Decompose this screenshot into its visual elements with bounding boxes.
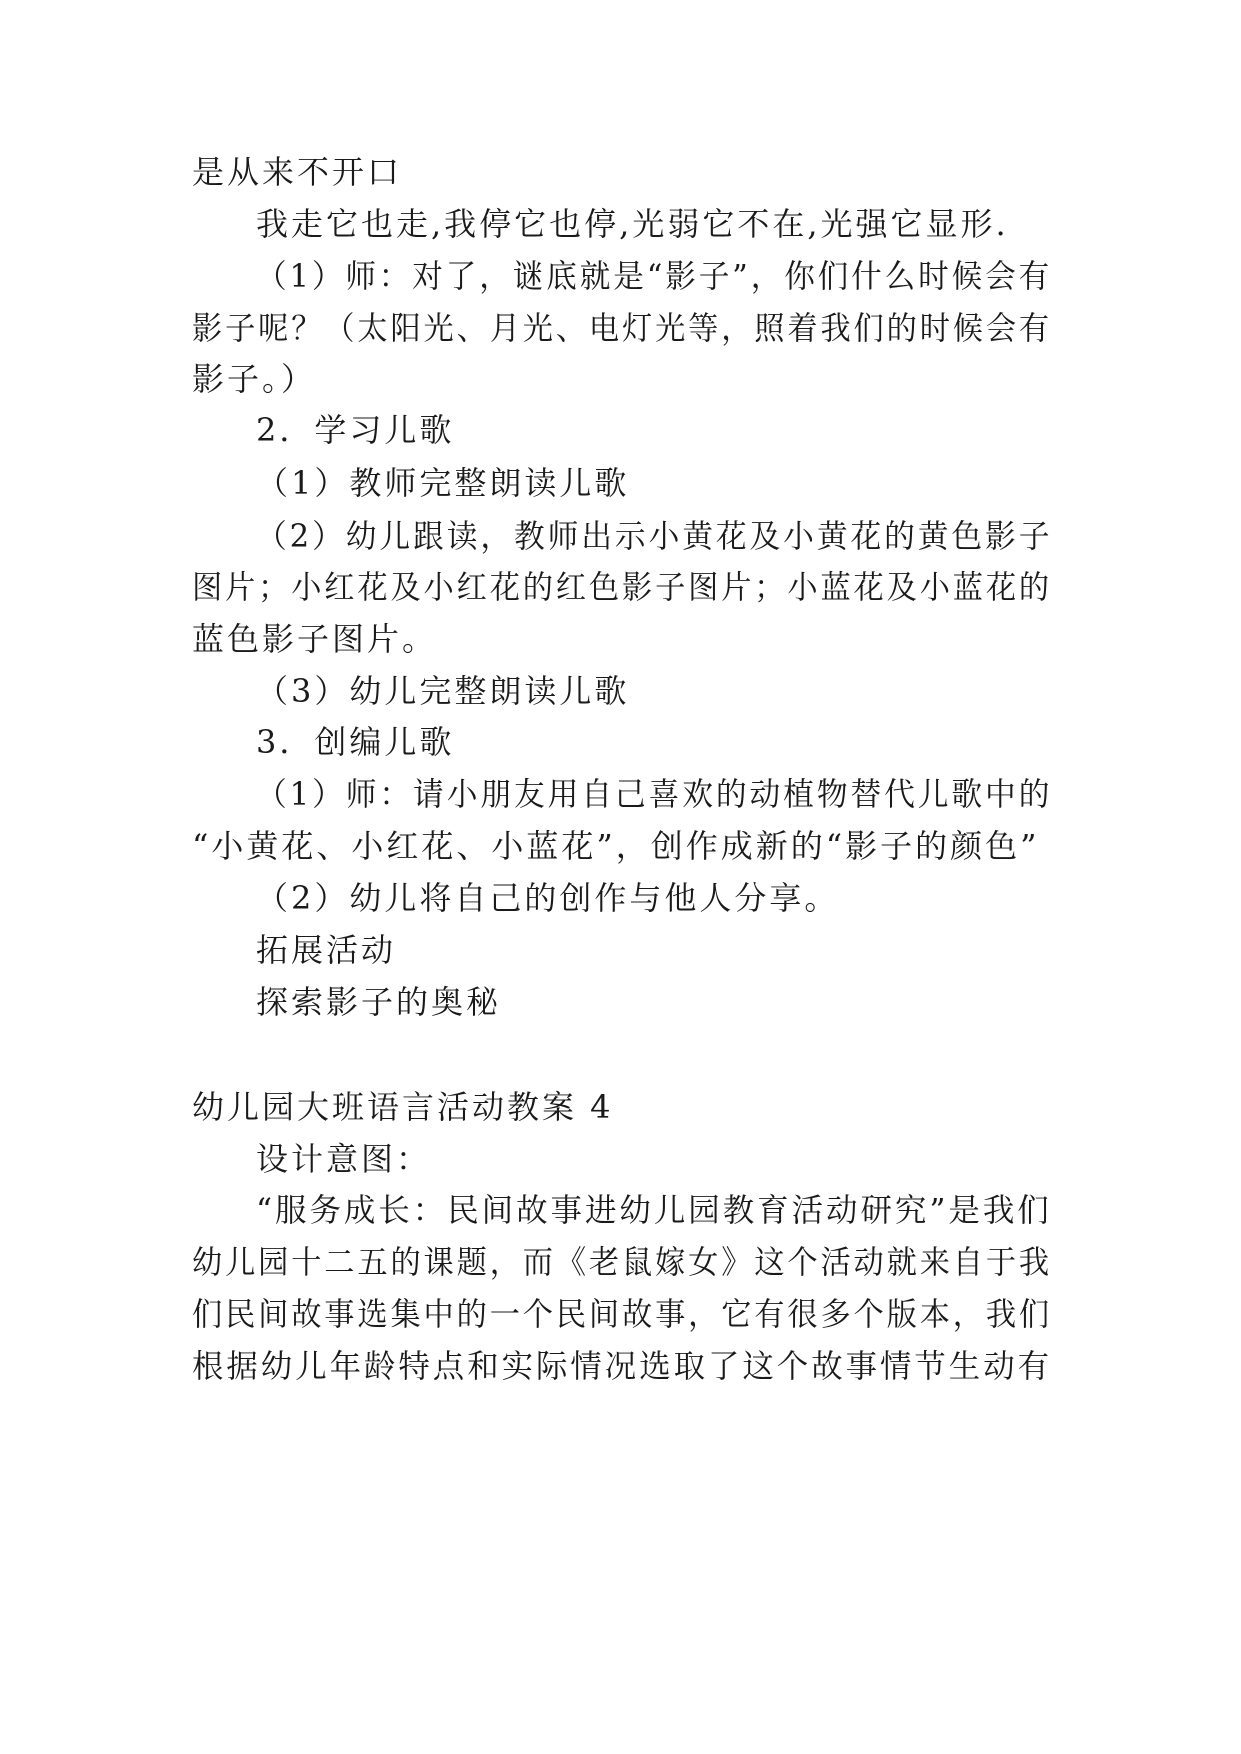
- text-line: （2）幼儿跟读，教师出示小黄花及小黄花的黄色影子: [256, 517, 1053, 555]
- text-line: “小黄花、小红花、小蓝花”，创作成新的“影子的颜色”: [192, 827, 1040, 865]
- text-line: 探索影子的奥秘: [256, 983, 502, 1021]
- text-line: 拓展活动: [256, 931, 397, 969]
- section-heading: 3．创编儿歌: [256, 723, 455, 761]
- document-title: 幼儿园大班语言活动教案 4: [192, 1088, 614, 1126]
- section-heading: 2．学习儿歌: [256, 411, 455, 449]
- text-line: 根据幼儿年龄特点和实际情况选取了这个故事情节生动有: [192, 1347, 1053, 1385]
- section-heading: 设计意图：: [256, 1140, 432, 1178]
- text-line: 是从来不开口: [192, 153, 403, 191]
- text-line: 蓝色影子图片。: [192, 620, 438, 658]
- text-line: “服务成长：民间故事进幼儿园教育活动研究”是我们: [256, 1191, 1052, 1229]
- text-line: （1）师：请小朋友用自己喜欢的动植物替代儿歌中的: [256, 775, 1053, 813]
- text-line: 们民间故事选集中的一个民间故事，它有很多个版本，我们: [192, 1295, 1053, 1333]
- text-line: 幼儿园十二五的课题，而《老鼠嫁女》这个活动就来自于我: [192, 1243, 1053, 1281]
- text-line: 图片；小红花及小红花的红色影子图片；小蓝花及小蓝花的: [192, 568, 1053, 606]
- text-line: （1）教师完整朗读儿歌: [256, 464, 630, 502]
- text-line: （2）幼儿将自己的创作与他人分享。: [256, 879, 840, 917]
- text-line: （1）师：对了，谜底就是“影子”，你们什么时候会有: [256, 257, 1053, 295]
- text-line: 影子呢？（太阳光、月光、电灯光等，照着我们的时候会有: [192, 309, 1053, 347]
- text-line: （3）幼儿完整朗读儿歌: [256, 672, 630, 710]
- text-line: 影子。）: [192, 360, 317, 398]
- text-line: 我走它也走,我停它也停,光弱它不在,光强它显形.: [256, 205, 1009, 243]
